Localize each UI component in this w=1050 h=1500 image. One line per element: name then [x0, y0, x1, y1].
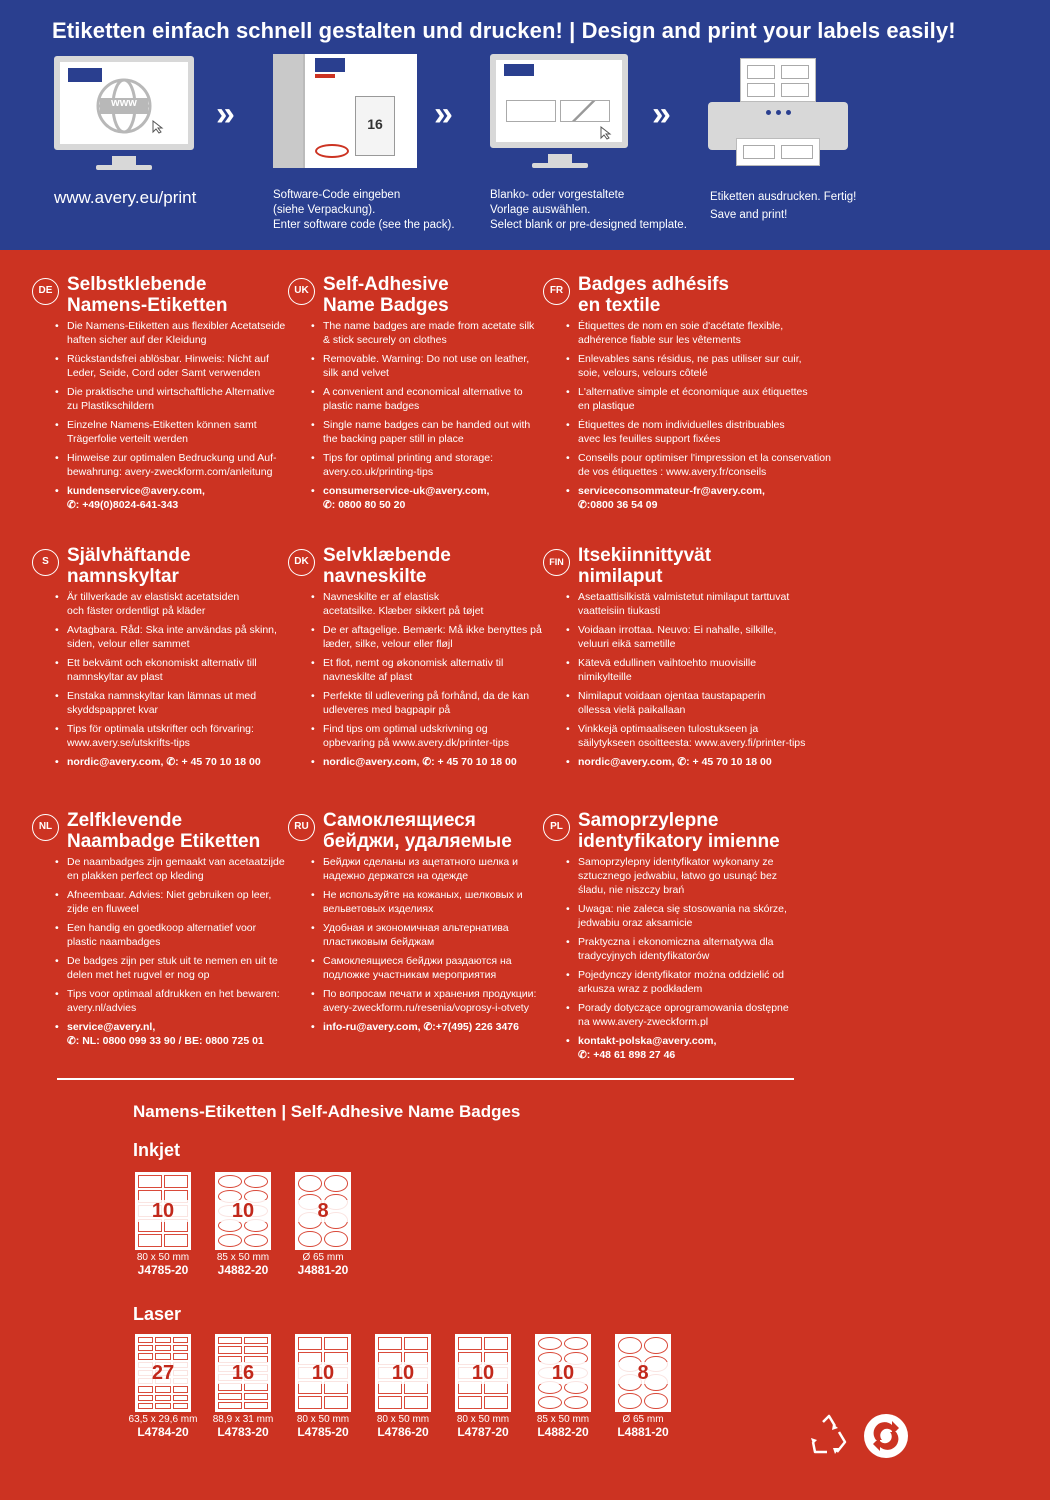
label-cell — [173, 1403, 188, 1409]
list-item: • По вопросам печати и хранения продукции: avery-zweckform.ru/resenia/voprosy-i-otvety — [323, 987, 578, 1015]
sheet-count: 10 — [375, 1362, 431, 1384]
product-size: 88,9 x 31 mm — [212, 1414, 274, 1425]
label-cell — [155, 1345, 170, 1351]
feature-list — [578, 855, 868, 1029]
product-size: 80 x 50 mm — [456, 1414, 510, 1425]
label-sheet — [375, 1334, 431, 1412]
printer-icon — [708, 58, 848, 170]
list-item: • Samoprzylepny identyfikator wykonany ze sztucznego jedwabiu, łatwo go usunąć bez śladu, nie niszczy brań — [578, 855, 868, 897]
product-code: L4787-20 — [457, 1425, 509, 1439]
pack-stripe — [315, 74, 335, 78]
product-l4783[interactable] — [207, 1334, 279, 1439]
list-item: • Porady dotyczące oprogramowania dostępne na www.avery-zweckform.pl — [578, 1001, 868, 1029]
product-l4786[interactable] — [367, 1334, 439, 1439]
lang-badge-fr: FR — [543, 278, 570, 305]
label-cell — [618, 1337, 642, 1354]
label-cell — [618, 1393, 642, 1410]
label-cell — [244, 1234, 268, 1247]
lang-title: Selbstklebende Namens-Etiketten — [67, 274, 228, 316]
product-code: L4881-20 — [617, 1425, 669, 1439]
product-size: 80 x 50 mm — [136, 1252, 190, 1263]
feature-list — [67, 319, 322, 479]
label-cell — [155, 1403, 170, 1409]
lang-block-ru — [294, 810, 578, 1034]
list-item: • Removable. Warning: Do not use on leather, silk and velvet — [323, 352, 578, 380]
pack-icon — [273, 54, 417, 168]
label-cell — [378, 1337, 402, 1350]
feature-list — [323, 855, 578, 1015]
label-cell — [173, 1395, 188, 1401]
lang-title: Selvklæbende navneskilte — [323, 545, 451, 587]
cursor-icon — [600, 126, 614, 140]
list-item: • Rückstandsfrei ablösbar. Hinweis: Nicht auf Leder, Seide, Cord oder Samt verwenden — [67, 352, 322, 380]
label-cell — [458, 1337, 482, 1350]
product-j4882[interactable] — [207, 1172, 279, 1277]
label-cell — [324, 1175, 348, 1192]
sheet-count: 8 — [615, 1362, 671, 1384]
label-cell — [298, 1231, 322, 1248]
label-cell — [458, 1396, 482, 1409]
label-cell — [484, 1337, 508, 1350]
label-cell — [218, 1346, 242, 1353]
label-cell — [155, 1353, 170, 1359]
label-cell — [244, 1175, 268, 1188]
label-cell — [564, 1337, 588, 1350]
list-item: • A convenient and economical alternative to plastic name badges — [323, 385, 578, 413]
product-code: J4785-20 — [137, 1263, 189, 1277]
contact-info[interactable]: • info-ru@avery.com, ✆:+7(495) 226 3476 — [323, 1020, 578, 1034]
list-item: • Einzelne Namens-Etiketten können samt Trägerfolie verteilt werden — [67, 418, 322, 446]
label-cell — [164, 1234, 188, 1247]
product-size: 85 x 50 mm — [536, 1414, 590, 1425]
chevron-right-icon: » — [216, 95, 235, 133]
pack-count: 16 — [367, 116, 383, 132]
sheet-count: 10 — [295, 1362, 351, 1384]
lang-title: Badges adhésifs en textile — [578, 274, 729, 316]
product-code: J4881-20 — [297, 1263, 349, 1277]
label-cell — [155, 1337, 170, 1343]
step-4-text: Etiketten ausdrucken. Fertig! Save and print! — [710, 191, 857, 221]
chevron-right-icon: » — [652, 95, 671, 133]
list-item: • Perfekte til udlevering på forhånd, da de kan udleveres med bagpapir på — [323, 689, 578, 717]
sheet-count: 16 — [215, 1362, 271, 1384]
product-size: 85 x 50 mm — [216, 1252, 270, 1263]
lang-badge-pl: PL — [543, 814, 570, 841]
lang-block-fin — [549, 545, 868, 769]
list-item: • Conseils pour optimiser l'impression et la conservation de vos étiquettes : www.avery.fr/conseils — [578, 451, 868, 479]
label-cell — [378, 1396, 402, 1409]
label-cell — [538, 1337, 562, 1350]
monitor-template-icon — [490, 54, 628, 148]
recycle-icon — [805, 1412, 853, 1460]
product-j4785[interactable] — [127, 1172, 199, 1277]
label-cell — [138, 1395, 153, 1401]
label-cell — [404, 1396, 428, 1409]
product-l4785[interactable] — [287, 1334, 359, 1439]
list-item: • Navneskilte er af elastisk acetatsilke. Klæber sikkert på tøjet — [323, 590, 578, 618]
product-code: L4783-20 — [217, 1425, 269, 1439]
product-l4881[interactable] — [607, 1334, 679, 1439]
label-cell — [173, 1386, 188, 1392]
label-cell — [324, 1231, 348, 1248]
list-item: • De naambadges zijn gemaakt van acetaatzijde en plakken perfect op kleding — [67, 855, 322, 883]
list-item: • Single name badges can be handed out with the backing paper still in place — [323, 418, 578, 446]
contact-info[interactable]: • service@avery.nl, ✆: NL: 0800 099 33 90 / BE: 0800 725 01 — [67, 1020, 322, 1048]
list-item: • De er aftagelige. Bemærk: Må ikke benyttes på læder, silke, velour eller fløjl — [323, 623, 578, 651]
section-divider — [57, 1078, 794, 1080]
label-cell — [484, 1396, 508, 1409]
lang-badge-nl: NL — [32, 814, 59, 841]
feature-list — [323, 319, 578, 479]
list-item: • Étiquettes de nom en soie d'acétate flexible, adhérence fiable sur les vêtements — [578, 319, 868, 347]
product-code: J4882-20 — [217, 1263, 269, 1277]
lang-block-nl — [38, 810, 322, 1048]
list-item: • Enlevables sans résidus, ne pas utiliser sur cuir, soie, velours, velours côtelé — [578, 352, 868, 380]
contact-info[interactable]: • nordic@avery.com, ✆: + 45 70 10 18 00 — [67, 755, 322, 769]
feature-list — [578, 319, 868, 479]
list-item: • Die praktische und wirtschaftliche Alternative zu Plastikschildern — [67, 385, 322, 413]
cursor-icon — [152, 120, 166, 134]
label-sheet — [535, 1334, 591, 1412]
label-sheet — [215, 1172, 271, 1250]
label-cell — [324, 1396, 348, 1409]
lang-badge-fin: FIN — [543, 549, 570, 576]
sheet-count: 10 — [135, 1200, 191, 1222]
label-cell — [324, 1337, 348, 1350]
label-sheet — [295, 1334, 351, 1412]
feature-list — [578, 590, 868, 750]
label-cell — [155, 1395, 170, 1401]
list-item: • Är tillverkade av elastiskt acetatsiden och fäster ordentligt på kläder — [67, 590, 322, 618]
lang-title: Самоклеящиеся бейджи, удаляемые — [323, 810, 512, 852]
contact-info[interactable]: • nordic@avery.com, ✆: + 45 70 10 18 00 — [323, 755, 578, 769]
list-item: • Vinkkejä optimaaliseen tulostukseen ja säilytykseen osoitteesta: www.avery.fi/printer-tips — [578, 722, 868, 750]
list-item: • Удобная и экономичная альтернатива пластиковым бейджам — [323, 921, 578, 949]
product-l4784[interactable] — [127, 1334, 199, 1439]
contact-info[interactable]: • kundenservice@avery.com, ✆: +49(0)8024-641-343 — [67, 484, 322, 512]
green-dot-icon — [862, 1412, 910, 1460]
list-item: • Uwaga: nie zaleca się stosowania na skórze, jedwabiu oraz aksamicie — [578, 902, 868, 930]
list-item: • Enstaka namnskyltar kan lämnas ut med skyddspappret kvar — [67, 689, 322, 717]
list-item: • Самоклеящиеся бейджи раздаются на подложке участникам мероприятия — [323, 954, 578, 982]
list-item: • Tips voor optimaal afdrukken en het bewaren: avery.nl/advies — [67, 987, 322, 1015]
label-cell — [155, 1386, 170, 1392]
lang-badge-s: S — [32, 549, 59, 576]
list-item: • Не используйте на кожаных, шелковых и вельветовых изделиях — [323, 888, 578, 916]
sheet-count: 10 — [215, 1200, 271, 1222]
product-code: L4784-20 — [137, 1425, 189, 1439]
www-label: www — [111, 97, 137, 109]
label-cell — [298, 1396, 322, 1409]
label-sheet — [615, 1334, 671, 1412]
contact-info[interactable]: • serviceconsommateur-fr@avery.com, ✆:0800 36 54 09 — [578, 484, 868, 512]
print-url[interactable]: www.avery.eu/print — [54, 188, 197, 207]
lang-block-uk — [294, 274, 578, 512]
product-code: L4785-20 — [297, 1425, 349, 1439]
list-item: • Asetaattisilkistä valmistetut nimilaput tarttuvat vaatteisiin tiukasti — [578, 590, 868, 618]
product-size: 80 x 50 mm — [376, 1414, 430, 1425]
label-cell — [298, 1337, 322, 1350]
label-cell — [404, 1337, 428, 1350]
label-sheet — [215, 1334, 271, 1412]
product-l4787[interactable] — [447, 1334, 519, 1439]
label-cell — [138, 1337, 153, 1343]
feature-list — [67, 855, 322, 1015]
lang-badge-de: DE — [32, 278, 59, 305]
lang-block-dk — [294, 545, 578, 769]
header-band — [0, 0, 1050, 250]
list-item: • Avtagbara. Råd: Ska inte användas på skinn, siden, velour eller sammet — [67, 623, 322, 651]
label-sheet — [135, 1172, 191, 1250]
label-cell — [138, 1234, 162, 1247]
products-title: Namens-Etiketten | Self-Adhesive Name Badges — [133, 1102, 521, 1121]
step-3-text: Blanko- oder vorgestaltete Vorlage auswählen. Select blank or pre-designed template. — [490, 189, 687, 231]
list-item: • Een handig en goedkoop alternatief voor plastic naambadges — [67, 921, 322, 949]
label-cell — [218, 1402, 242, 1409]
pack-logo — [315, 58, 345, 72]
label-cell — [244, 1346, 268, 1353]
chevron-right-icon: » — [434, 95, 453, 133]
list-item: • Pojedynczy identyfikator można oddzielić od arkusza wraz z podkładem — [578, 968, 868, 996]
label-cell — [164, 1175, 188, 1188]
label-sheet — [295, 1172, 351, 1250]
lang-block-pl — [550, 810, 868, 1062]
list-item: • Afneembaar. Advies: Niet gebruiken op leer, zijde en fluweel — [67, 888, 322, 916]
label-cell — [564, 1396, 588, 1409]
sheet-count: 10 — [455, 1362, 511, 1384]
laser-label: Laser — [133, 1304, 182, 1324]
product-size: Ø 65 mm — [302, 1252, 344, 1263]
sheet-count: 27 — [135, 1362, 191, 1384]
list-item: • L'alternative simple et économique aux étiquettes en plastique — [578, 385, 868, 413]
lang-title: Self-Adhesive Name Badges — [323, 274, 449, 316]
sheet-count: 10 — [535, 1362, 591, 1384]
list-item: • De badges zijn per stuk uit te nemen en uit te delen met het rugvel er nog op — [67, 954, 322, 982]
lang-block-fr — [549, 274, 868, 512]
label-cell — [173, 1353, 188, 1359]
contact-info[interactable]: • consumerservice-uk@avery.com, ✆: 0800 80 50 20 — [323, 484, 578, 512]
label-cell — [244, 1393, 268, 1400]
label-cell — [138, 1403, 153, 1409]
contact-info[interactable]: • kontakt-polska@avery.com, ✆: +48 61 898 27 46 — [578, 1034, 868, 1062]
label-sheet — [455, 1334, 511, 1412]
label-cell — [138, 1386, 153, 1392]
product-l4882[interactable] — [527, 1334, 599, 1439]
label-cell — [644, 1393, 668, 1410]
list-item: • Étiquettes de nom individuelles distribuables avec les feuilles support fixées — [578, 418, 868, 446]
product-size: 63,5 x 29,6 mm — [128, 1414, 198, 1425]
contact-info[interactable]: • nordic@avery.com, ✆: + 45 70 10 18 00 — [578, 755, 868, 769]
label-cell — [218, 1393, 242, 1400]
label-cell — [298, 1175, 322, 1192]
label-cell — [218, 1383, 242, 1390]
header-title: Etiketten einfach schnell gestalten und drucken! | Design and print your labels easily! — [52, 18, 956, 43]
lang-title: Itsekiinnittyvät nimilaput — [578, 545, 712, 587]
label-cell — [138, 1345, 153, 1351]
list-item: • Бейджи сделаны из ацетатного шелка и надежно держатся на одежде — [323, 855, 578, 883]
product-size: 80 x 50 mm — [296, 1414, 350, 1425]
label-cell — [138, 1175, 162, 1188]
product-j4881[interactable] — [287, 1172, 359, 1277]
sheet-count: 8 — [295, 1200, 351, 1222]
monitor-www-icon — [54, 56, 194, 150]
product-code: L4786-20 — [377, 1425, 429, 1439]
step-2-text: Software-Code eingeben (siehe Verpackung). Enter software code (see the pack). — [273, 189, 455, 231]
feature-list — [323, 590, 578, 750]
label-cell — [244, 1337, 268, 1344]
lang-badge-uk: UK — [288, 278, 315, 305]
label-cell — [538, 1396, 562, 1409]
lang-title: Självhäftande namnskyltar — [67, 545, 191, 587]
list-item: • Tips for optimal printing and storage: avery.co.uk/printing-tips — [323, 451, 578, 479]
list-item: • Kätevä edullinen vaihtoehto muovisille nimikylteille — [578, 656, 868, 684]
lang-badge-ru: RU — [288, 814, 315, 841]
label-cell — [218, 1234, 242, 1247]
lang-block-de — [38, 274, 322, 512]
list-item: • Tips för optimala utskrifter och förvaring: www.avery.se/utskrifts-tips — [67, 722, 322, 750]
label-cell — [138, 1353, 153, 1359]
label-cell — [244, 1383, 268, 1390]
lang-block-s — [42, 545, 322, 769]
lang-badge-dk: DK — [288, 549, 315, 576]
lang-title: Samoprzylepne identyfikatory imienne — [578, 810, 780, 852]
label-cell — [644, 1337, 668, 1354]
list-item: • Find tips om optimal udskrivning og opbevaring på www.avery.dk/printer-tips — [323, 722, 578, 750]
label-sheet — [135, 1334, 191, 1412]
list-item: • Ett bekvämt och ekonomiskt alternativ till namnskyltar av plast — [67, 656, 322, 684]
list-item: • Die Namens-Etiketten aus flexibler Acetatseide haften sicher auf der Kleidung — [67, 319, 322, 347]
label-cell — [218, 1175, 242, 1188]
list-item: • Nimilaput voidaan ojentaa taustapaperin ollessa vielä paikallaan — [578, 689, 868, 717]
product-code: L4882-20 — [537, 1425, 589, 1439]
list-item: • Voidaan irrottaa. Neuvo: Ei nahalle, silkille, veluuri eikä sametille — [578, 623, 868, 651]
inkjet-label: Inkjet — [133, 1140, 181, 1160]
list-item: • Hinweise zur optimalen Bedruckung und Auf- bewahrung: avery-zweckform.com/anleitung — [67, 451, 322, 479]
list-item: • Et flot, nemt og økonomisk alternativ til navneskilte af plast — [323, 656, 578, 684]
lang-title: Zelfklevende Naambadge Etiketten — [67, 810, 261, 852]
list-item: • The name badges are made from acetate silk & stick securely on clothes — [323, 319, 578, 347]
label-cell — [173, 1345, 188, 1351]
feature-list — [67, 590, 322, 750]
label-cell — [244, 1402, 268, 1409]
product-size: Ø 65 mm — [622, 1414, 664, 1425]
label-cell — [218, 1337, 242, 1344]
label-cell — [173, 1337, 188, 1343]
list-item: • Praktyczna i ekonomiczna alternatywa dla tradycyjnych identyfikatorów — [578, 935, 868, 963]
